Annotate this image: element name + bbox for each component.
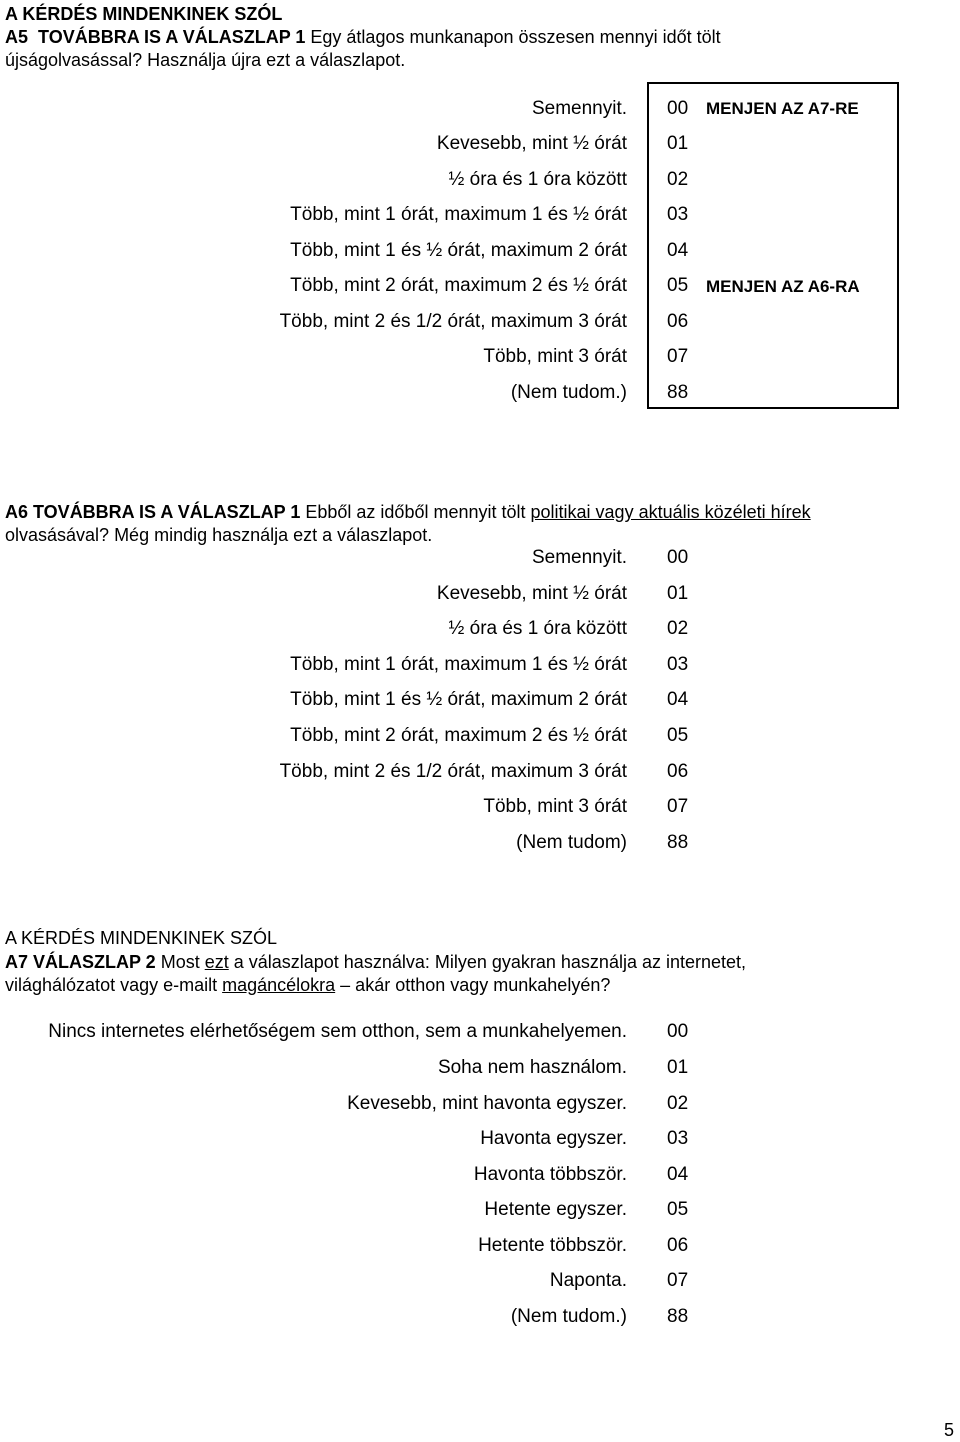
page-number: 5 [943, 1420, 954, 1440]
a6-option-code: 03 [667, 654, 689, 675]
a5-option-code: 07 [667, 346, 689, 367]
a7-option-code: 07 [667, 1270, 689, 1291]
a5-option-label: ½ óra és 1 óra között [448, 169, 627, 190]
a7-option-code: 88 [667, 1306, 689, 1327]
a5-question-id: A5 [5, 27, 29, 47]
a5-audience-note: A KÉRDÉS MINDENKINEK SZÓL [5, 4, 283, 24]
a7-option-label: Hetente többször. [478, 1235, 627, 1256]
a7-question-emphasis: ezt [204, 952, 229, 972]
a6-question-emphasis: politikai vagy aktuális közéleti hírek [530, 502, 811, 522]
a7-option-code: 03 [667, 1128, 689, 1149]
a7-question-emphasis: magáncélokra [222, 975, 336, 995]
a5-option-code: 04 [667, 240, 689, 261]
a6-question-line1 [5, 501, 811, 523]
a6-option-label: Több, mint 1 és ½ órát, maximum 2 órát [290, 689, 627, 710]
a7-option-code: 00 [667, 1021, 689, 1042]
a5-card-ref: TOVÁBBRA IS A VÁLASZLAP 1 [38, 27, 306, 47]
a7-option-label: Kevesebb, mint havonta egyszer. [347, 1093, 627, 1114]
a6-option-code: 07 [667, 796, 689, 817]
a6-option-code: 02 [667, 618, 689, 639]
a7-question-id: A7 VÁLASZLAP 2 [5, 952, 156, 972]
a7-question-text: világhálózatot vagy e-mailt [5, 975, 223, 995]
a6-option-label: Kevesebb, mint ½ órát [436, 583, 627, 604]
a5-option-code: 00 [667, 98, 689, 119]
a6-option-label: Semennyit. [531, 547, 627, 568]
a5-option-label: Több, mint 1 órát, maximum 1 és ½ órát [290, 204, 627, 225]
a6-option-label: ½ óra és 1 óra között [448, 618, 627, 639]
a7-question-text: a válaszlapot használva: Milyen gyakran használja az internetet, [228, 952, 747, 972]
a6-option-label: Több, mint 2 és 1/2 órát, maximum 3 órát [279, 761, 627, 782]
a6-option-label: (Nem tudom) [516, 832, 627, 853]
a5-option-code: 06 [667, 311, 689, 332]
a5-option-label: (Nem tudom.) [510, 382, 627, 403]
a5-option-label: Több, mint 2 órát, maximum 2 és ½ órát [290, 275, 627, 296]
a7-question-text: Most [155, 952, 205, 972]
a7-audience-note: A KÉRDÉS MINDENKINEK SZÓL [5, 928, 278, 948]
a7-option-code: 01 [667, 1057, 689, 1078]
a5-option-code: 05 [667, 275, 689, 296]
a6-option-code: 06 [667, 761, 689, 782]
a7-option-label: Soha nem használom. [437, 1057, 627, 1078]
a7-option-label: Naponta. [549, 1270, 627, 1291]
a6-option-code: 05 [667, 725, 689, 746]
a5-option-code: 88 [667, 382, 689, 403]
a5-option-label: Több, mint 3 órát [483, 346, 627, 367]
a6-option-code: 04 [667, 689, 689, 710]
a7-option-code: 05 [667, 1199, 689, 1220]
a5-option-label: Kevesebb, mint ½ órát [436, 133, 627, 154]
a7-question-text: – akár otthon vagy munkahelyén? [335, 975, 611, 995]
a5-option-code: 01 [667, 133, 689, 154]
a5-option-label: Semennyit. [531, 98, 627, 119]
a7-option-label: Havonta többször. [473, 1164, 627, 1185]
a6-option-code: 00 [667, 547, 689, 568]
a5-option-code: 02 [667, 169, 689, 190]
a5-question-line1 [5, 26, 721, 48]
a7-question-line1 [5, 951, 746, 973]
a5-skip-instruction: MENJEN AZ A6-RA [706, 277, 860, 296]
a7-option-code: 04 [667, 1164, 689, 1185]
a6-option-code: 01 [667, 583, 689, 604]
a5-skip-instruction: MENJEN AZ A7-RE [706, 99, 859, 118]
a6-option-code: 88 [667, 832, 689, 853]
a7-question-line2 [5, 974, 610, 996]
a7-option-label: (Nem tudom.) [510, 1306, 627, 1327]
a5-option-label: Több, mint 1 és ½ órát, maximum 2 órát [290, 240, 627, 261]
a5-question-text: Egy átlagos munkanapon összesen mennyi időt tölt [305, 27, 721, 47]
a7-option-code: 06 [667, 1235, 689, 1256]
a6-question-text: Ebből az időből mennyit tölt [300, 502, 531, 522]
a5-option-label: Több, mint 2 és 1/2 órát, maximum 3 órát [279, 311, 627, 332]
a6-question-line2: olvasásával? Még mindig használja ezt a válaszlapot. [5, 525, 433, 545]
a5-question-line2: újságolvasással? Használja újra ezt a válaszlapot. [5, 50, 406, 70]
a7-option-label: Havonta egyszer. [480, 1128, 627, 1149]
a7-option-code: 02 [667, 1093, 689, 1114]
a6-option-label: Több, mint 2 órát, maximum 2 és ½ órát [290, 725, 627, 746]
a6-option-label: Több, mint 1 órát, maximum 1 és ½ órát [290, 654, 627, 675]
a7-option-label: Nincs internetes elérhetőségem sem otthon, sem a munkahelyemen. [48, 1021, 627, 1042]
a7-option-label: Hetente egyszer. [484, 1199, 627, 1220]
a6-question-id: A6 TOVÁBBRA IS A VÁLASZLAP 1 [5, 502, 301, 522]
a5-option-code: 03 [667, 204, 689, 225]
a6-option-label: Több, mint 3 órát [483, 796, 627, 817]
